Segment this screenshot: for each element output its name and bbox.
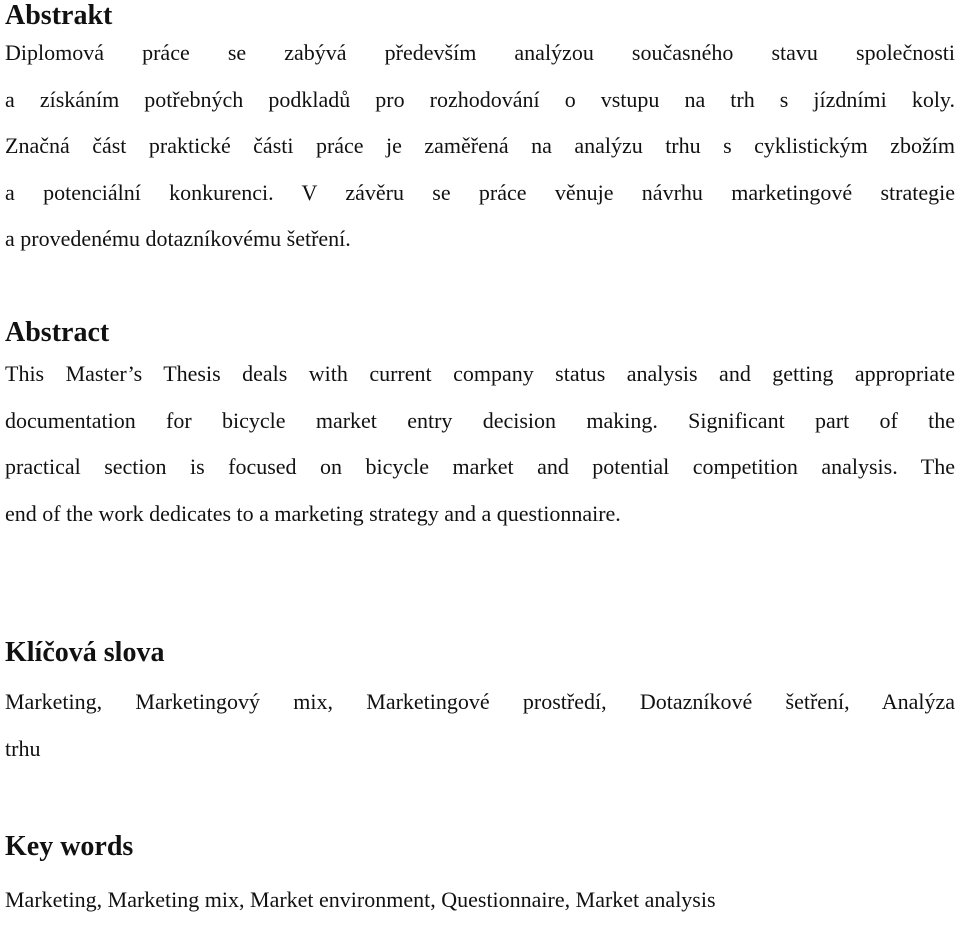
klicova-slova-paragraph xyxy=(5,679,955,772)
abstrakt-line: a potenciální konkurenci. V závěru se práce věnuje návrhu marketingové strategie xyxy=(5,179,955,205)
abstract-line: This Master’s Thesis deals with current company status analysis and getting appropriate xyxy=(5,361,955,386)
key-words-paragraph xyxy=(5,877,955,924)
abstrakt-paragraph xyxy=(5,30,955,263)
abstrakt-line: a provedenému dotazníkovému šetření. xyxy=(5,226,351,251)
klicova-slova-section xyxy=(5,637,955,772)
key-words-section xyxy=(5,831,955,924)
abstrakt-heading: Abstrakt xyxy=(5,0,113,31)
abstract-line: documentation for bicycle market entry decision making. Significant part of the xyxy=(5,407,955,433)
abstract-paragraph xyxy=(5,351,955,537)
klicova-slova-heading: Klíčová slova xyxy=(5,637,165,668)
klicova-slova-line: Marketing, Marketingový mix, Marketingové prostředí, Dotazníkové šetření, Analýza xyxy=(5,689,955,714)
klicova-slova-line: trhu xyxy=(5,735,41,761)
abstract-section xyxy=(5,317,955,537)
key-words-heading: Key words xyxy=(5,831,134,862)
abstrakt-line: Diplomová práce se zabývá především analýzou současného stavu společnosti xyxy=(5,40,955,65)
abstract-line: practical section is focused on bicycle market and potential competition analysis. The xyxy=(5,454,955,479)
abstrakt-section xyxy=(5,0,955,263)
abstract-heading: Abstract xyxy=(5,317,110,348)
key-words-line: Marketing, Marketing mix, Market environment, Questionnaire, Market analysis xyxy=(5,887,716,912)
abstrakt-line: Značná část praktické části práce je zaměřená na analýzu trhu s cyklistickým zbožím xyxy=(5,133,955,158)
abstrakt-line: a získáním potřebných podkladů pro rozhodování o vstupu na trh s jízdními koly. xyxy=(5,86,955,112)
abstract-line: end of the work dedicates to a marketing strategy and a questionnaire. xyxy=(5,500,621,526)
